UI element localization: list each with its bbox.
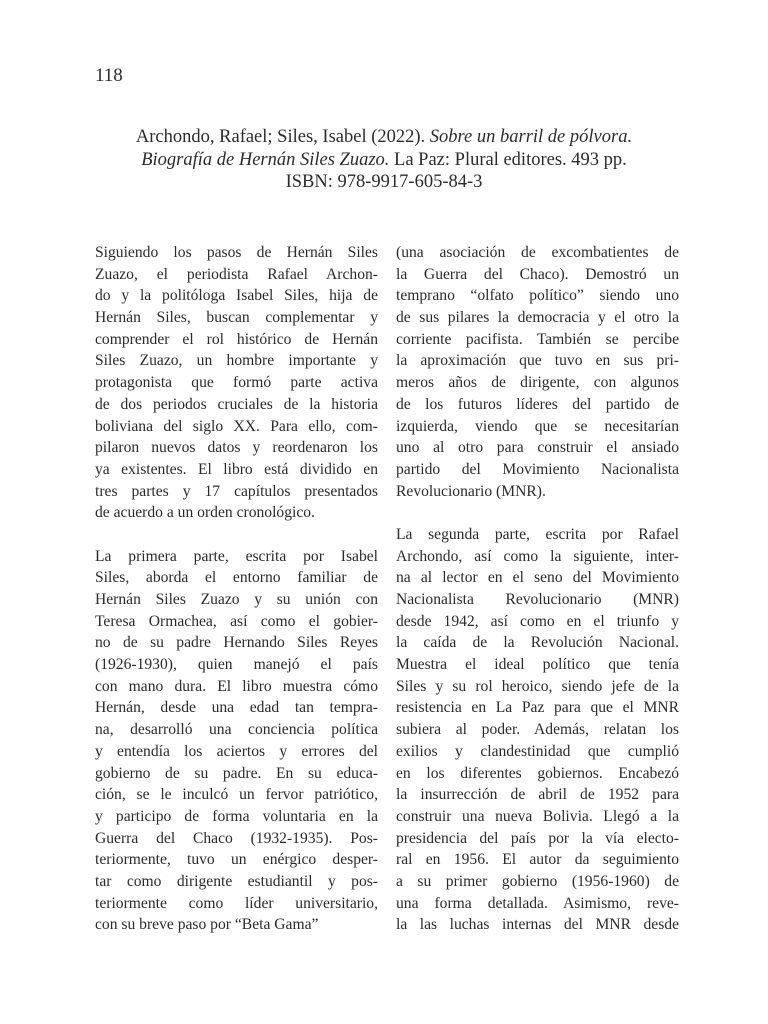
text-line: la Guerra del Chaco). Demostró un [396,265,679,283]
citation-line-1 [0,126,768,149]
body-paragraph [95,242,378,524]
text-line: Siguiendo los pasos de Hernán Siles [95,244,378,261]
text-line: la las luchas internas del MNR desde [396,916,679,934]
text-line: na, desarrolló una conciencia política [95,721,378,739]
text-line: y participo de forma voluntaria en la [95,807,378,825]
body-paragraph [95,546,378,936]
text-line: corriente pacifista. También se percibe [396,330,679,348]
text-line: uno al otro para construir el ansiado [396,439,679,457]
text-line: Hernán Siles Zuazo y su unión con [95,591,378,608]
text-line: no de su padre Hernando Siles Reyes [95,634,378,652]
body-paragraph [396,524,679,936]
citation-isbn: ISBN: 978-9917-605-84-3 [285,172,483,192]
text-line: teriormente como líder universitario, [95,894,378,912]
text-line: una forma detallada. Asimismo, reve- [396,894,679,912]
text-line: la aproximación que tuvo en sus pri- [396,352,679,370]
text-line: Muestra el ideal político que tenía [396,656,679,674]
text-line: Guerra del Chaco (1932-1935). Pos- [95,829,378,847]
text-line: con su breve paso por “Beta Gama” [95,916,319,934]
text-line: ción, se le inculcó un fervor patriótico, [95,786,378,804]
text-line: pilaron nuevos datos y reordenaron los [95,439,378,457]
text-line: izquierda, viendo que se necesitarían [396,417,679,435]
text-line: teriormente, tuvo un enérgico desper- [95,851,378,869]
citation-title-part1: Sobre un barril de pólvora. [429,127,633,147]
text-line: construir una nueva Bolivia. Llegó a la [396,807,679,825]
text-line: temprano “olfato político” siendo uno [396,287,679,305]
citation-authors-year: Archondo, Rafael; Siles, Isabel (2022). [135,127,426,147]
text-line: ral en 1956. El autor da seguimiento [396,851,679,869]
text-line: de acuerdo a un orden cronológico. [95,504,315,522]
text-line: Siles, aborda el entorno familiar de [95,569,378,587]
text-line: do y la politóloga Isabel Siles, hija de [95,287,378,305]
text-line: a su primer gobierno (1956-1960) de [396,872,679,890]
left-column [95,242,378,936]
text-line: en los diferentes gobiernos. Encabezó [396,764,679,782]
text-line: Siles Zuazo, un hombre importante y [95,352,378,370]
body-paragraph [396,242,679,502]
text-line: tres partes y 17 capítulos presentados [95,482,378,500]
citation-publisher: La Paz: Plural editores. 493 pp. [394,149,627,170]
text-line: partido del Movimiento Nacionalista [396,460,679,478]
text-line: tar como dirigente estudiantil y pos- [95,872,378,890]
text-line: resistencia en La Paz para que el MNR [396,699,679,717]
text-line: de los futuros líderes del partido de [396,395,679,413]
text-line: la insurrección de abril de 1952 para [396,786,679,804]
text-line: de dos periodos cruciales de la historia [95,395,378,413]
text-line: La primera parte, escrita por Isabel [95,547,378,565]
text-line: gobierno de su padre. En su educa- [95,764,378,782]
text-line: protagonista que formó parte activa [95,374,378,392]
text-line: Siles y su rol heroico, siendo jefe de la [396,677,679,695]
citation-line-2 [0,149,768,172]
text-line: subiera al poder. Además, relatan los [396,721,679,739]
text-line: Hernán Siles, buscan complementar y [95,309,378,327]
text-line: con mano dura. El libro muestra cómo [95,677,378,695]
text-line: Nacionalista Revolucionario (MNR) [396,591,679,608]
book-citation [0,126,768,194]
text-line: ya existentes. El libro está dividido en [95,460,378,478]
text-line: (una asociación de excombatientes de [396,244,679,261]
text-line: La segunda parte, escrita por Rafael [396,525,679,543]
text-line: meros años de dirigente, con algunos [396,374,679,392]
text-line: exilios y clandestinidad que cumplió [396,742,679,760]
text-line: Hernán, desde una edad tan tempra- [95,699,378,717]
text-line: y entendía los aciertos y errores del [95,742,378,760]
text-line: Zuazo, el periodista Rafael Archon- [95,265,378,283]
right-column [396,242,679,936]
page-number: 118 [95,65,123,86]
text-line: Revolucionario (MNR). [396,482,546,500]
text-line: desde 1942, así como en el triunfo y [396,612,679,630]
text-line: Teresa Ormachea, así como el gobier- [95,612,378,630]
text-line: boliviana del siglo XX. Para ello, com- [95,417,378,435]
text-line: (1926-1930), quien manejó el país [95,656,378,674]
text-line: comprender el rol histórico de Hernán [95,330,378,348]
citation-title-part2: Biografía de Hernán Siles Zuazo. [141,149,390,170]
text-line: de sus pilares la democracia y el otro la [396,309,679,327]
text-line: presidencia del país por la vía electo- [396,829,679,847]
text-line: na al lector en el seno del Movimiento [396,569,679,587]
text-line: Archondo, así como la siguiente, inter- [396,547,679,565]
text-line: la caída de la Revolución Nacional. [396,634,679,652]
